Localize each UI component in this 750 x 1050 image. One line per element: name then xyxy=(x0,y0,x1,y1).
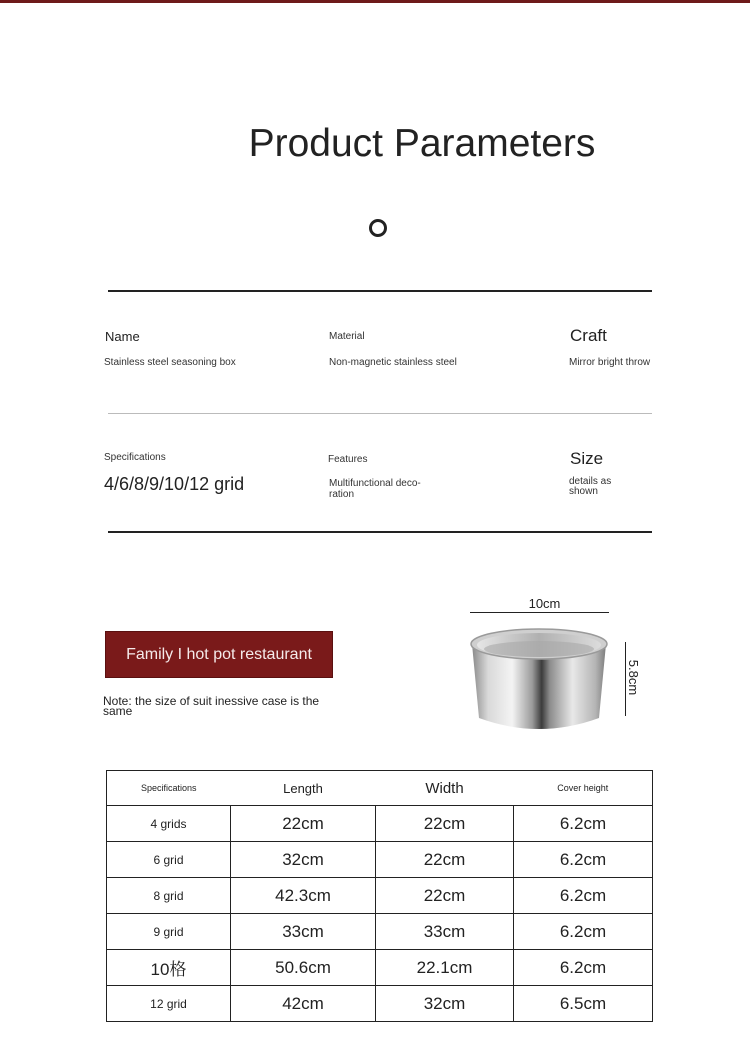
size-note-line1: Note: the size of suit inessive case is the xyxy=(103,694,320,708)
row-spec: 4 grids xyxy=(107,806,231,842)
row-width: 22cm xyxy=(376,878,514,914)
row-width: 22cm xyxy=(376,842,514,878)
row-cover-height: 6.2cm xyxy=(514,878,653,914)
restaurant-banner: Family I hot pot restaurant xyxy=(106,632,332,677)
size-value-line2: shown xyxy=(569,486,598,497)
table-row xyxy=(107,986,653,1022)
row-cover-height: 6.2cm xyxy=(514,842,653,878)
divider-top xyxy=(108,290,652,292)
cup-width-label: 10cm xyxy=(528,596,561,611)
row-width: 22cm xyxy=(376,806,514,842)
row-width: 22.1cm xyxy=(376,950,514,986)
features-label: Features xyxy=(328,454,368,465)
row-cover-height: 6.5cm xyxy=(514,986,653,1022)
specifications-table xyxy=(106,770,653,1022)
row-length: 42cm xyxy=(231,986,376,1022)
size-note xyxy=(103,696,363,716)
size-label: Size xyxy=(570,449,604,468)
features-value-line1: Multifunctional deco- xyxy=(329,478,421,489)
top-accent-bar xyxy=(0,0,750,3)
size-note-line2: same xyxy=(103,704,133,718)
header-specifications: Specifications xyxy=(107,771,231,806)
row-spec: 9 grid xyxy=(107,914,231,950)
stainless-cup-image xyxy=(466,626,612,736)
row-spec: 8 grid xyxy=(107,878,231,914)
craft-value: Mirror bright throw xyxy=(569,357,651,368)
size-value-line1: details as xyxy=(569,476,612,487)
page-title: Product Parameters xyxy=(248,122,596,165)
header-width: Width xyxy=(376,771,514,806)
table-row xyxy=(107,806,653,842)
material-label: Material xyxy=(329,331,365,342)
row-cover-height: 6.2cm xyxy=(514,806,653,842)
row-length: 32cm xyxy=(231,842,376,878)
row-spec: 10格 xyxy=(107,950,231,986)
row-spec: 6 grid xyxy=(107,842,231,878)
table-row xyxy=(107,842,653,878)
row-cover-height: 6.2cm xyxy=(514,914,653,950)
table-row xyxy=(107,914,653,950)
divider-middle xyxy=(108,413,652,414)
material-value: Non-magnetic stainless steel xyxy=(329,357,457,368)
craft-label: Craft xyxy=(570,326,607,345)
cup-height-label: 5.8cm xyxy=(626,659,642,696)
table-row xyxy=(107,950,653,986)
table-row xyxy=(107,878,653,914)
row-width: 32cm xyxy=(376,986,514,1022)
header-cover-height: Cover height xyxy=(514,771,653,806)
row-length: 22cm xyxy=(231,806,376,842)
specifications-value: 4/6/8/9/10/12 grid xyxy=(104,474,245,494)
header-length: Length xyxy=(231,771,376,806)
name-value: Stainless steel seasoning box xyxy=(104,357,236,368)
divider-bottom xyxy=(108,531,652,533)
table-header-row xyxy=(107,771,653,806)
row-spec: 12 grid xyxy=(107,986,231,1022)
cup-width-line xyxy=(470,612,609,613)
specifications-label: Specifications xyxy=(104,452,166,463)
name-label: Name xyxy=(105,329,140,344)
row-length: 33cm xyxy=(231,914,376,950)
circle-icon xyxy=(369,219,387,237)
row-length: 50.6cm xyxy=(231,950,376,986)
row-cover-height: 6.2cm xyxy=(514,950,653,986)
row-length: 42.3cm xyxy=(231,878,376,914)
features-value-line2: ration xyxy=(329,489,355,500)
row-width: 33cm xyxy=(376,914,514,950)
